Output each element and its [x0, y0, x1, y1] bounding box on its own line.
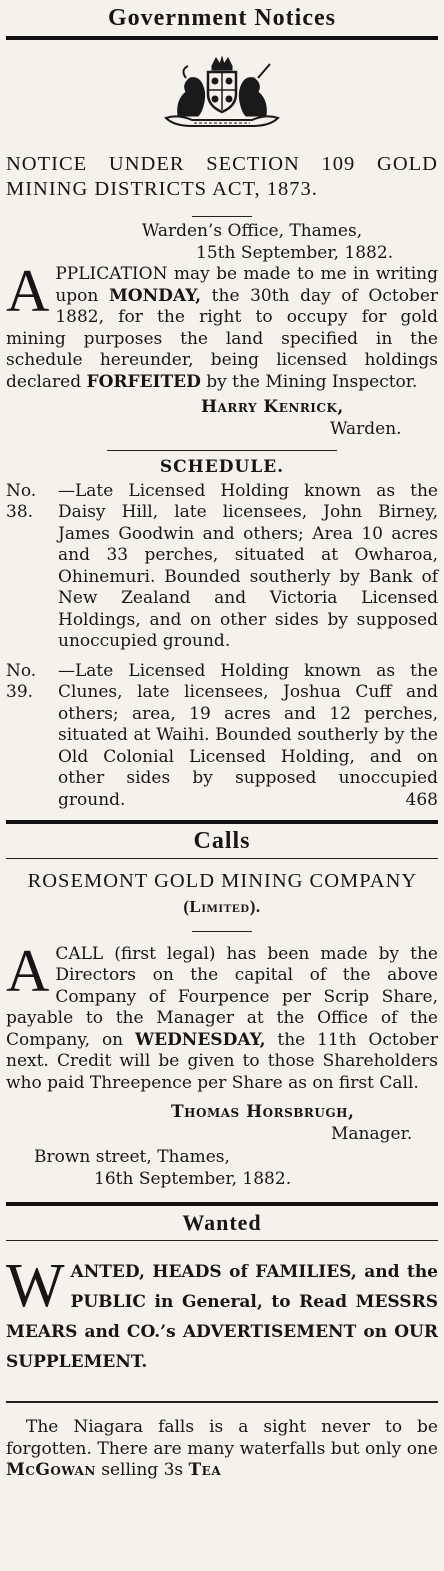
divider: [192, 216, 252, 217]
item-number: No. 38.: [6, 480, 37, 522]
section-rule: [6, 858, 438, 859]
advert-merchant: McGowan: [6, 1460, 96, 1480]
emphasis-public: PUBLIC: [70, 1292, 146, 1312]
signer-name: Thomas Horsbrugh,: [171, 1102, 355, 1122]
body-text: the 30th day of October 1882, for the right to occupy for gold mining purposes the land specified in the schedule hereunder, being licensed holdings declared: [6, 285, 439, 392]
body-text: in General, to Read: [145, 1292, 356, 1312]
signer-title: Warden.: [330, 418, 402, 439]
section-rule: [6, 1401, 438, 1403]
company-heading: [6, 869, 438, 919]
emphasis-day: MONDAY,: [108, 285, 202, 306]
signer-name: Harry Kenrick,: [201, 397, 344, 417]
emphasis-day: WEDNESDAY,: [135, 1029, 266, 1050]
body-text: the 11th October next. Credit will be given to those Shareholders who paid Threepence per Share as on first Call.: [6, 1029, 438, 1093]
company-suffix: (Limited).: [183, 896, 261, 916]
divider: [192, 931, 252, 932]
address: Brown street, Thames,: [34, 1147, 230, 1167]
emphasis-forfeited: FORFEITED: [86, 371, 201, 392]
reference-number: 468: [405, 790, 438, 810]
item-text: —Late Licensed Holding known as the Daisy Hill, late licensees, John Birney, James Goodwin and others; Area 10 acres and 33 perches, situated at Owharoa, Ohinemuri. Bounded southerly by Bank of New Zealand and Victoria Licensed Holdings, and on other sides by supposed unoccupied ground.: [58, 480, 438, 651]
section-rule: [6, 1240, 438, 1241]
tea-advert: [6, 1417, 438, 1482]
section-rule: [6, 36, 438, 40]
dateline: Warden’s Office, Thames,: [141, 221, 363, 241]
body-text: by the Mining Inspector.: [200, 371, 418, 392]
body-text: PPLICATION may be made to me in writing upon: [55, 264, 438, 306]
date: 16th September, 1882.: [94, 1168, 292, 1189]
divider: [107, 450, 337, 451]
notice-heading: NOTICE UNDER SECTION 109 GOLD MINING DISTRICTS ACT, 1873.: [6, 153, 438, 200]
dropcap: A: [6, 937, 50, 1004]
advert-text: The Niagara falls is a sight never to be forgotten. There are many waterfalls but only one: [6, 1417, 438, 1459]
dropcap: A: [6, 258, 50, 324]
date: 15th September, 1882.: [196, 242, 394, 263]
company-name: ROSEMONT GOLD MINING COMPANY: [27, 869, 417, 892]
schedule-item: [6, 661, 438, 812]
section-title-wanted: Wanted: [182, 1210, 262, 1235]
section-title-government: Government Notices: [108, 5, 336, 31]
body-text: MESSRS MEARS and CO.’s ADVERTISEMENT on OUR SUPPLEMENT.: [6, 1292, 438, 1372]
schedule-title: SCHEDULE.: [159, 457, 285, 477]
body-text: ANTED, HEADS of FAMILIES, and the: [70, 1262, 438, 1282]
application-notice: [6, 258, 439, 393]
call-notice: [6, 937, 438, 1095]
section-title-calls: Calls: [193, 827, 251, 854]
wanted-body: [6, 1252, 438, 1377]
schedule-item: [6, 481, 438, 653]
item-number: No. 39.: [6, 660, 37, 702]
dropcap: W: [6, 1252, 65, 1320]
wanted-notice: [6, 1252, 438, 1377]
call-body: [6, 937, 438, 1095]
royal-coat-of-arms-icon: [158, 56, 286, 130]
notice-body: [6, 258, 439, 393]
item-text: —Late Licensed Holding known as the Clunes, late licensees, Joshua Cuff and others; area, 19 acres and 12 perches, situated at Waihi. Bounded southerly by the Old Colonial Licensed Holding, and on other sides by supposed unoccupied ground.: [58, 660, 438, 810]
signer-title: Manager.: [331, 1123, 413, 1144]
body-text: CALL (first legal) has been made by the Directors on the capital of the above Company of Fourpence per Scrip Share, payable to the Manager at the Office of the Company, on: [6, 943, 438, 1050]
advert-text: selling 3s: [95, 1460, 189, 1480]
advert-product: Tea: [188, 1460, 222, 1480]
